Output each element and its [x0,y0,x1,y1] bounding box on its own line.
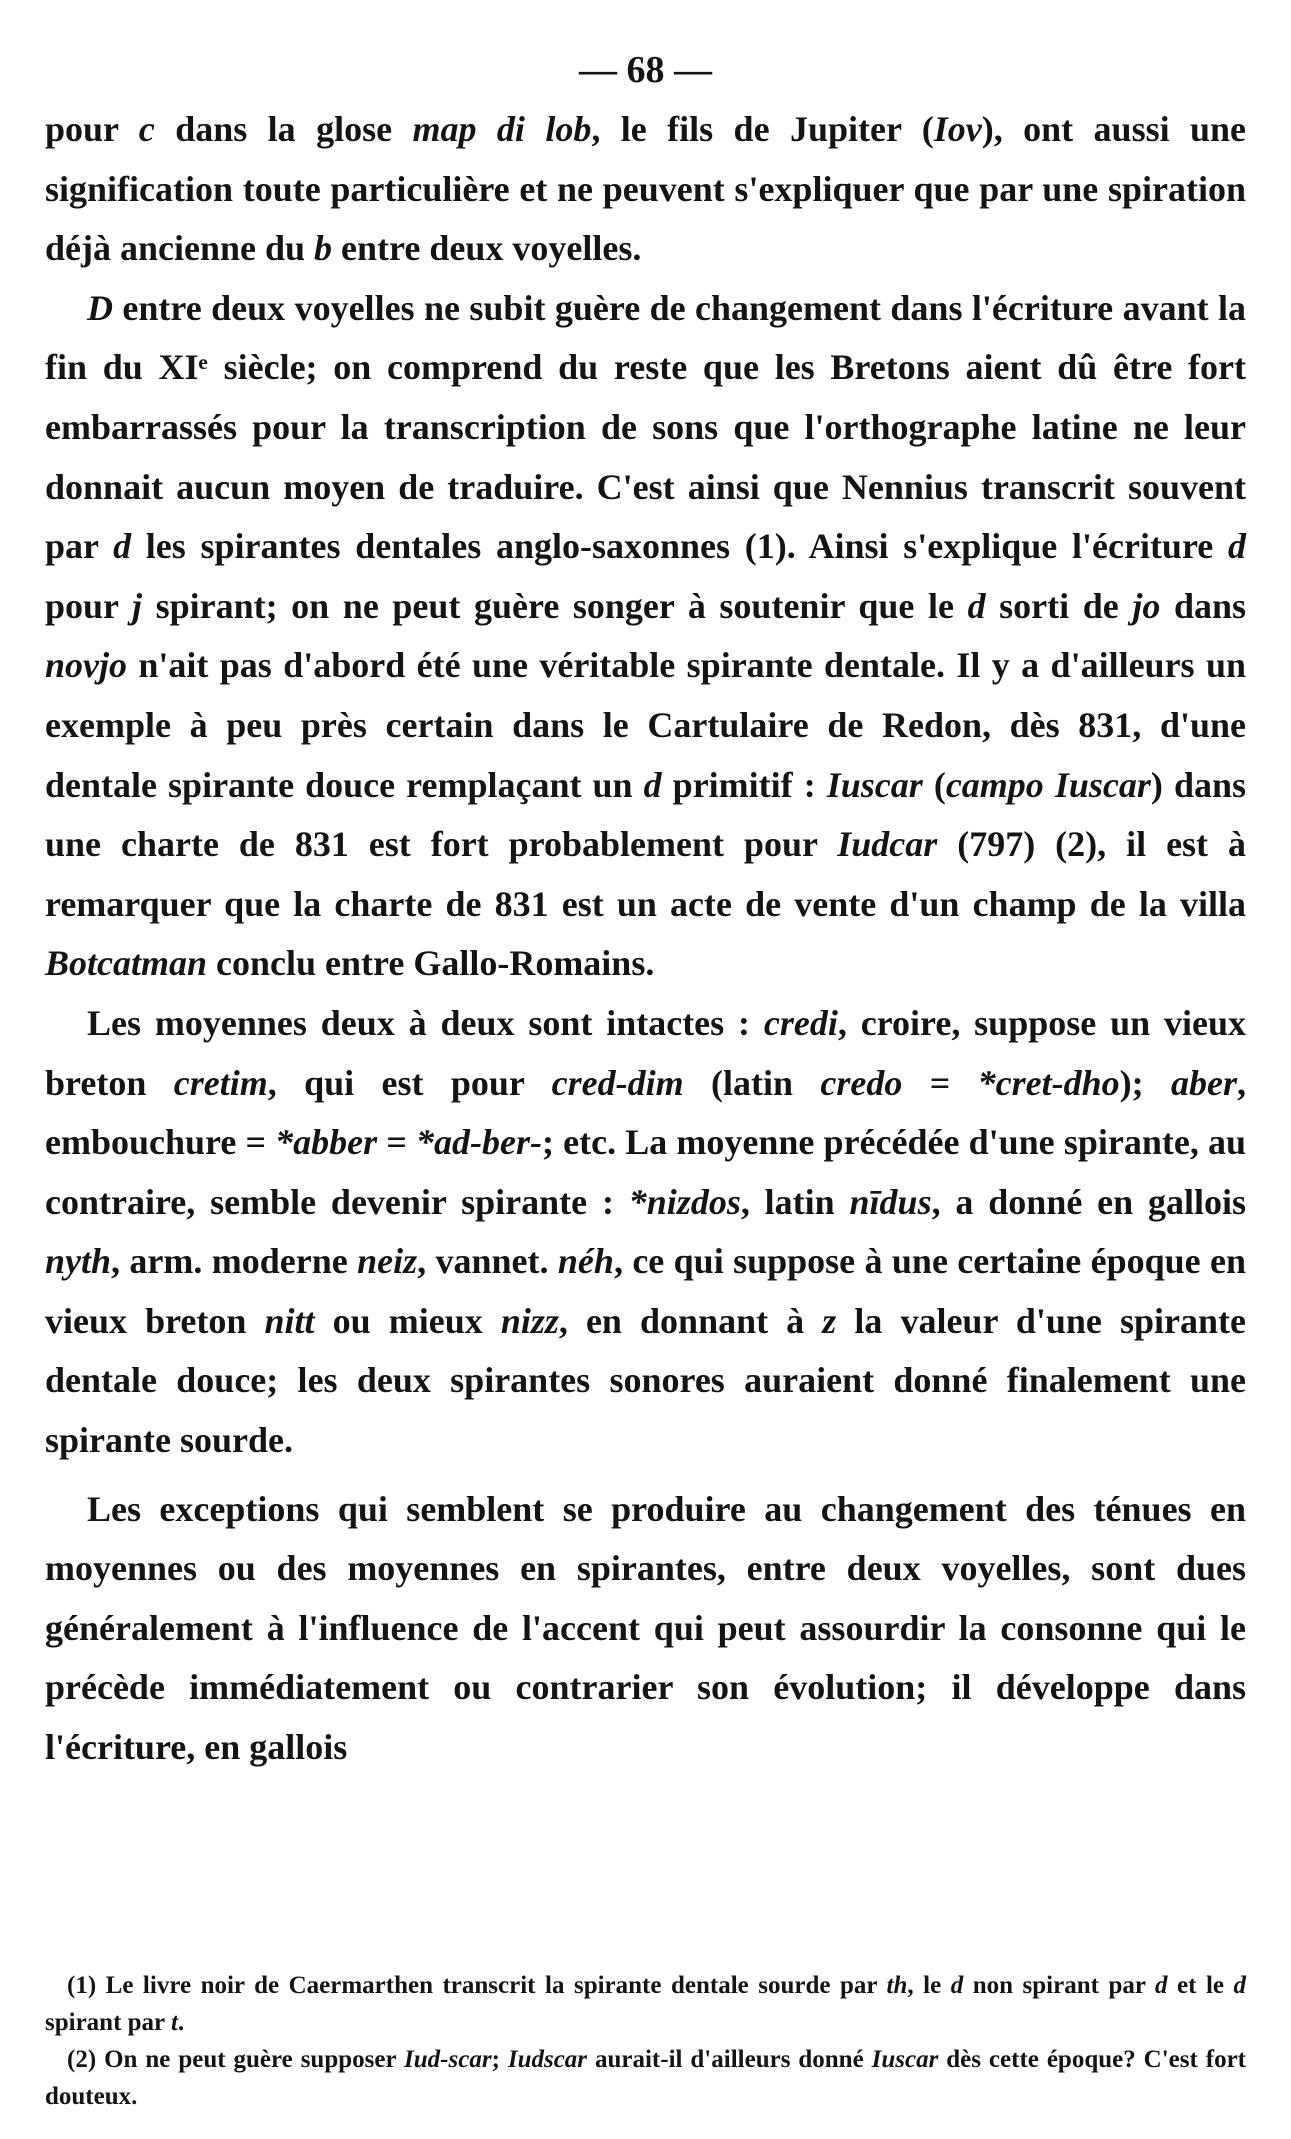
text-run: aurait-il d'ailleurs donné [587,2046,872,2073]
italic-term: Iudscar [507,2046,588,2073]
text-run: pour [45,585,132,626]
italic-term: néh [557,1241,614,1282]
text-run: = [902,1062,978,1103]
text-run: dès cette époque? C'est fort douteux. [45,2046,1247,2110]
italic-term: nyth [45,1241,112,1282]
italic-term: neiz [357,1241,418,1282]
text-run: pour [45,109,139,149]
text-run: conclu entre Gallo-Romains. [207,943,655,984]
text-run: , le fils de Jupiter ( [591,109,934,149]
text-run: ) dans une charte de 831 est fort probablement pour [45,764,1247,865]
text-run: , arm. moderne [111,1241,358,1282]
text-run: = [377,1122,417,1163]
text-run: . [177,2009,185,2036]
text-run: , a donné en gallois [931,1181,1247,1222]
italic-term: Iuscar [871,2046,939,2073]
text-run: , ce qui suppose à une certaine époque en vieux breton [45,1241,1246,1341]
text-run: , croire, suppose un vieux breton [45,1002,1246,1103]
italic-term: D [87,287,113,328]
text-run: Les exceptions qui semblent se produire au changement des ténues en moyennes ou des moyennes en spirantes, entre deux voyelles, sont dues généralement à l'influence de l'accent qui peut assourdir la consonne qui le précède immédiatement ou contrarier son évolution; il développe dans l'écriture, en gallois [45,1488,1246,1768]
text-run: non spirant par [963,1972,1156,1999]
text-run: ); [1119,1062,1171,1103]
text-run: , latin [740,1181,850,1222]
italic-term: d [1228,526,1246,567]
italic-term: t [170,2009,178,2036]
body-text [45,100,1246,1778]
text-run: la valeur d'une spirante dentale douce; les deux spirantes sonores auraient donné finalement une spirante sourde. [45,1300,1246,1461]
text-run: dans la glose [154,109,413,149]
text-run: entre deux voyelles. [332,228,642,269]
text-run: entre deux voyelles ne subit guère de changement dans l'écriture avant la fin du XIᵉ siècle; on comprend du reste que les Bretons aient dû être fort embarrassés pour la transcription de sons que l'orthographe latine ne leur donnait aucun moyen de traduire. C'est ainsi que Nennius transcrit souvent par [45,287,1246,567]
italic-term: *ad-ber- [416,1122,542,1163]
footnote-1 [45,1967,1246,2041]
italic-term: d [1233,1972,1246,1999]
text-run: spirant par [45,2009,171,2036]
italic-term: aber [1171,1062,1237,1103]
italic-term: Botcatman [45,943,208,984]
italic-term: novjo [45,645,128,686]
text-run: n'ait pas d'abord été une véritable spirante dentale. Il y a d'ailleurs un exemple à peu près certain dans le Cartulaire de Redon, dès 831, d'une dentale spirante douce remplaçant un [45,645,1246,805]
italic-term: d [113,526,132,567]
italic-term: Iudcar [837,824,938,865]
text-run: ), ont aussi une signification toute particulière et ne peuvent s'expliquer que par une spiration déjà ancienne du [45,109,1247,269]
italic-term: Iud-scar [404,2046,492,2073]
italic-term: map di lob [412,109,592,149]
text-run: , le [907,1972,951,1999]
italic-term: nizz [500,1300,559,1341]
italic-term: d [643,764,662,805]
text-run: (latin [683,1062,821,1103]
text-run: Les moyennes deux à deux sont intactes : [87,1002,764,1043]
italic-term: cretim [173,1062,268,1103]
italic-term: credi [763,1002,838,1043]
italic-term: b [314,228,333,269]
italic-term: *abber [275,1122,378,1163]
text-run: , en donnant à [558,1300,823,1341]
text-run: (797) (2), il est à remarquer que la charte de 831 est un acte de vente d'un champ de la villa [45,824,1247,924]
page-number: — 68 — [579,49,712,91]
paragraph-3 [45,994,1246,1471]
italic-term: th [886,1972,908,1999]
italic-term: cred-dim [551,1062,684,1103]
text-run: primitif : [661,764,827,805]
text-run: ; [491,2046,508,2073]
paragraph-1 [45,100,1246,279]
text-run: , qui est pour [267,1062,552,1103]
italic-term: c [138,109,155,149]
italic-term: d [1155,1972,1168,1999]
paragraph-4 [45,1480,1246,1778]
text-run: ; etc. La moyenne précédée d'une spirante, au contraire, semble devenir spirante : [45,1122,1247,1222]
italic-term: credo [820,1062,903,1103]
paragraph-2 [45,279,1246,994]
text-run: ( [922,764,946,805]
text-run: ou mieux [314,1300,501,1341]
italic-term: Iov [933,109,982,149]
footnotes [45,1967,1246,2115]
text-run: dans [1160,585,1246,626]
italic-term: nitt [264,1300,315,1341]
text-run: (1) Le livre noir de Caermarthen transcrit la spirante dentale sourde par [67,1972,887,1999]
footnote-2 [45,2041,1246,2115]
italic-term: *cret-dho [977,1062,1120,1103]
text-run: et le [1167,1972,1234,1999]
text-run: , vannet. [417,1241,558,1282]
italic-term: campo Iuscar [945,764,1151,805]
italic-term: z [822,1300,837,1341]
text-run: sorti de [985,585,1133,626]
text-run: (2) On ne peut guère supposer [67,2046,405,2073]
italic-term: *nizdos [628,1181,741,1222]
italic-term: d [950,1972,964,1999]
italic-term: j [131,585,142,626]
text-run: , embouchure = [45,1062,1246,1163]
italic-term: Iuscar [826,764,923,805]
text-run: les spirantes dentales anglo-saxonnes (1). Ainsi s'explique l'écriture [131,526,1228,567]
italic-term: nīdus [849,1181,932,1222]
italic-term: d [967,585,986,626]
text-run: spirant; on ne peut guère songer à soutenir que le [141,585,968,626]
italic-term: jo [1132,585,1161,626]
